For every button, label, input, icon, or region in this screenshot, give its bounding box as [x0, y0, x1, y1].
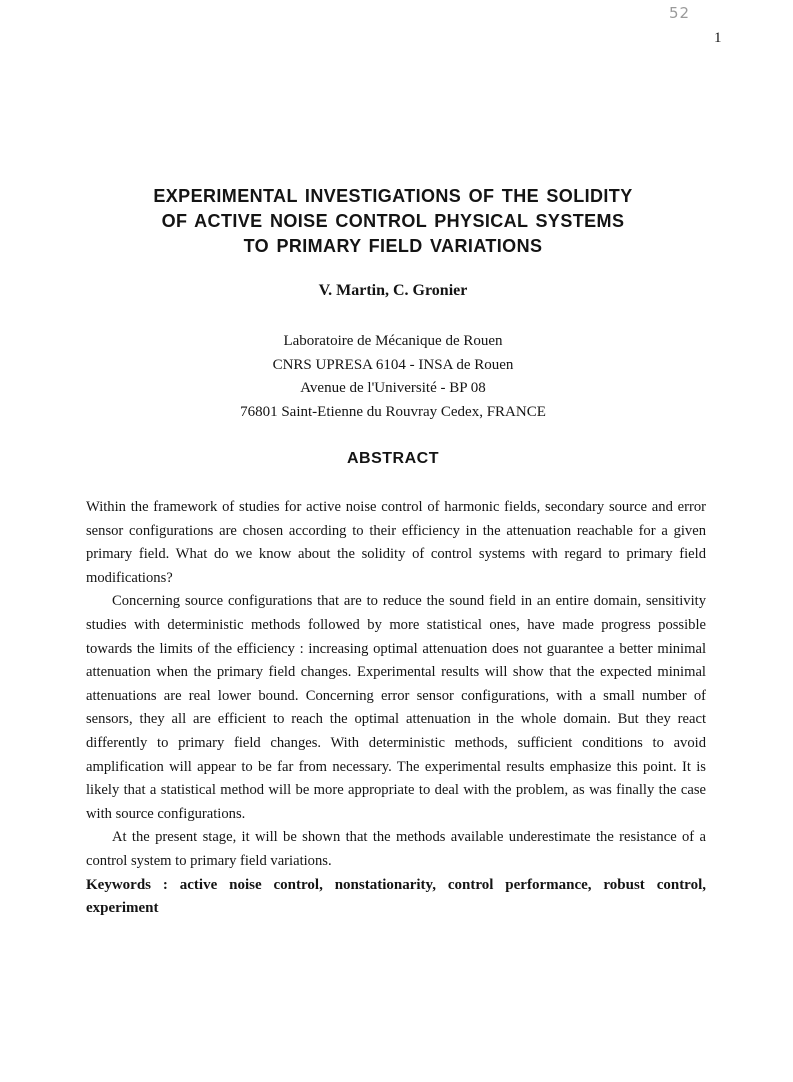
affiliation-line-1: Laboratoire de Mécanique de Rouen	[283, 333, 503, 349]
affiliation-line-4: 76801 Saint-Etienne du Rouvray Cedex, FRANCE	[240, 403, 546, 420]
abstract-body	[86, 496, 706, 921]
authors: V. Martin, C. Gronier	[318, 282, 468, 299]
abstract-paragraph-3: At the present stage, it will be shown that the methods available underestimate the resistance of a control system to primary field variations.	[86, 829, 706, 869]
keywords: Keywords : active noise control, nonstationarity, control performance, robust control, experiment	[86, 876, 706, 917]
affiliation-line-2: CNRS UPRESA 6104 - INSA de Rouen	[272, 356, 514, 373]
corner-mark: 52	[669, 4, 691, 22]
abstract-heading: ABSTRACT	[347, 450, 439, 467]
title-line-2: OF ACTIVE NOISE CONTROL PHYSICAL SYSTEMS	[161, 211, 625, 231]
title-line-1: EXPERIMENTAL INVESTIGATIONS OF THE SOLIDITY	[153, 186, 633, 206]
abstract-paragraph-1: Within the framework of studies for active noise control of harmonic fields, secondary source and error sensor configurations are chosen according to their efficiency in the attenuation reachable for a given primary field. What do we know about the solidity of control systems with regard to primary field modifications?	[86, 499, 706, 586]
affiliation	[0, 330, 786, 424]
title-line-3: TO PRIMARY FIELD VARIATIONS	[243, 236, 543, 256]
affiliation-line-3: Avenue de l'Université - BP 08	[300, 380, 486, 396]
abstract-paragraph-2: Concerning source configurations that are to reduce the sound field in an entire domain, sensitivity studies with deterministic methods followed by more statistical ones, have made progress possible towards the limits of the efficiency : increasing optimal attenuation does not guarantee a better minimal attenuation when the primary field changes. Experimental results will show that the expected minimal attenuations are real lower bound. Concerning error sensor configurations, with a small number of sensors, they all are efficient to reach the optimal attenuation in the whole domain. But they react differently to primary field changes. With deterministic methods, sufficient conditions to avoid amplification will appear to be far from necessary. The experimental results emphasize this point. It is likely that a statistical method will be more appropriate to deal with the problem, as was finally the case with source configurations.	[86, 593, 706, 822]
page-number: 1	[714, 30, 722, 46]
paper-title	[0, 184, 786, 259]
